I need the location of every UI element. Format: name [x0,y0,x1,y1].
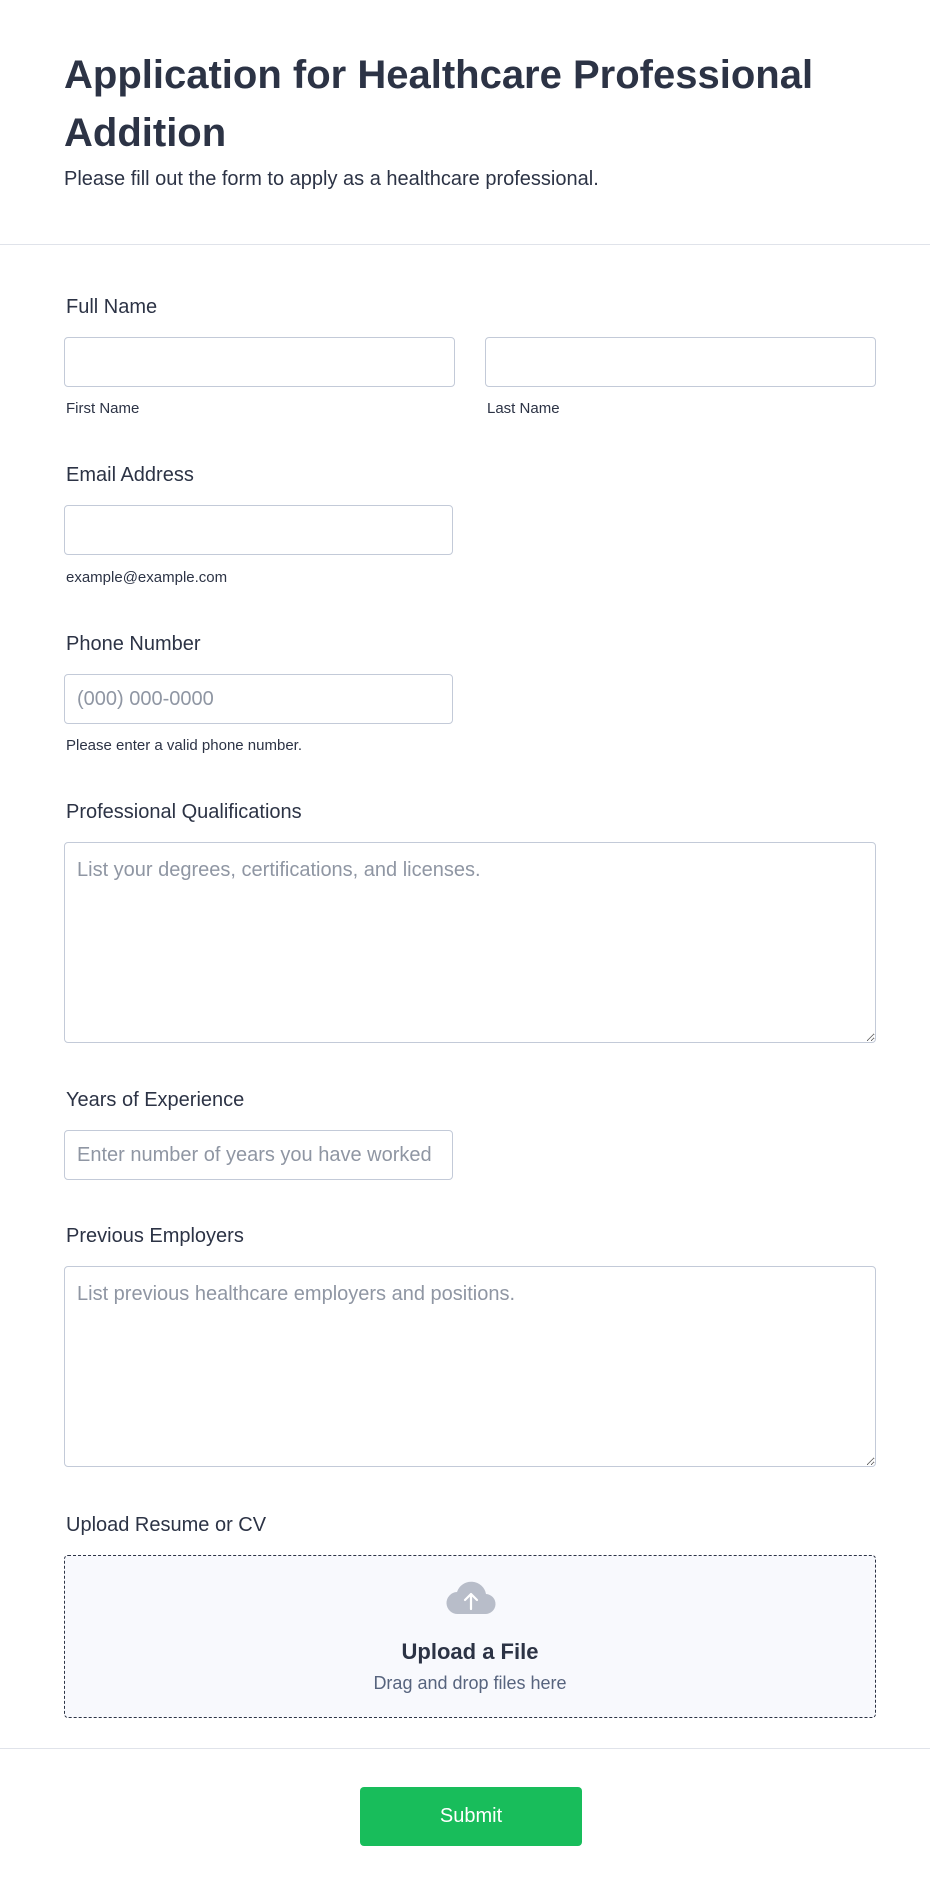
qualifications-label: Professional Qualifications [66,801,302,823]
email-sublabel: example@example.com [66,569,228,586]
form-header [0,0,930,245]
email-label: Email Address [66,464,194,486]
experience-label: Years of Experience [66,1089,245,1111]
phone-sublabel: Please enter a valid phone number. [66,737,302,754]
upload-label: Upload Resume or CV [66,1514,267,1536]
experience-input[interactable] [64,1130,453,1180]
submit-button[interactable]: Submit [360,1787,582,1846]
employers-textarea[interactable] [64,1266,876,1467]
footer-divider [0,1748,930,1749]
upload-title: Upload a File [401,1639,539,1664]
phone-label: Phone Number [66,633,201,655]
email-input[interactable] [64,505,453,555]
qualifications-textarea[interactable] [64,842,876,1043]
last-name-sublabel: Last Name [487,400,560,417]
page-subtitle: Please fill out the form to apply as a healthcare professional. [64,168,599,190]
upload-hint: Drag and drop files here [373,1673,567,1693]
full-name-label: Full Name [66,296,158,318]
phone-input[interactable] [64,674,453,724]
first-name-input[interactable] [64,337,455,387]
employers-label: Previous Employers [66,1225,244,1247]
first-name-sublabel: First Name [66,400,140,417]
last-name-input[interactable] [485,337,876,387]
cloud-upload-icon [446,1580,496,1616]
file-upload-dropzone[interactable] [64,1555,876,1718]
page-title: Application for Healthcare Professional Addition [64,53,814,155]
